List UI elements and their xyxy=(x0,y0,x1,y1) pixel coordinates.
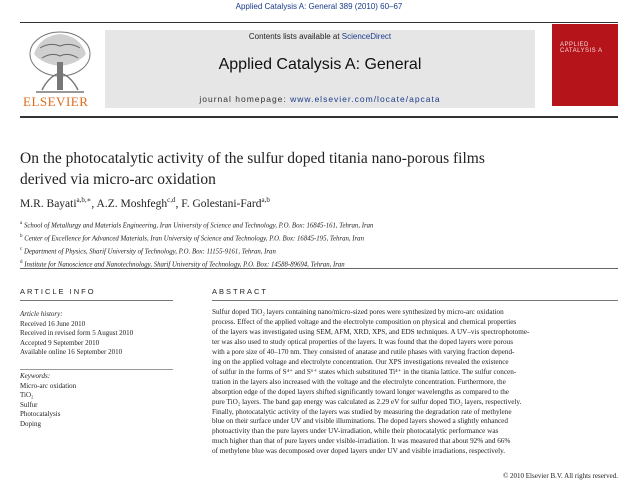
history-item: Received 16 June 2010 xyxy=(20,319,86,328)
keywords-rule xyxy=(20,369,173,370)
abstract-line: ter was also used to study optical properties of the layers. It was found that the doped layers were porous xyxy=(212,337,513,346)
copyright-notice: © 2010 Elsevier B.V. All rights reserved. xyxy=(502,472,618,480)
history-item: Received in revised form 5 August 2010 xyxy=(20,329,134,338)
abstract-line: much higher than that of pure layers under visible-irradiation. It was measured that about 92% and 66% xyxy=(212,437,511,446)
header-rule xyxy=(20,116,618,118)
author-list: M.R. Bayati$^{a,b,∗}$, A.Z. Moshfegh$^{c,d}$, F. Golestani-Fard$^{a,b}$ xyxy=(20,196,270,210)
top-rule xyxy=(20,22,618,23)
affiliation-list xyxy=(20,219,620,270)
abstract-line: absorption edge of the doped layers shifted significantly toward longer wavelengths as compared to the xyxy=(212,387,509,396)
contents-prefix: Contents lists available at xyxy=(248,32,342,41)
author-name[interactable]: F. Golestani-Fard xyxy=(181,197,262,210)
title-line-1: On the photocatalytic activity of the sulfur doped titania nano-porous films xyxy=(20,150,485,167)
homepage-prefix: journal homepage: xyxy=(199,94,291,104)
abstract-line: blue on their surface under UV and visible illuminations. The doped layers showed a slightly enhanced xyxy=(212,417,508,426)
history-item: Available online 16 September 2010 xyxy=(20,348,123,357)
abstract-line: Sulfur doped TiO₂ layers containing nano/micro-sized pores were synthesized by micro-arc oxidation xyxy=(212,308,504,316)
abstract-line: of sulfur in the forms of S⁴⁺ and S⁶⁺ states which substituted Ti⁴⁺ in the titania lattice. The sulfur concen- xyxy=(212,367,517,376)
abstract-line: of methylene blue was decomposed over doped layers under UV and visible irradiations, respectively. xyxy=(212,447,506,456)
keywords xyxy=(20,372,180,430)
author-name[interactable]: A.Z. Moshfegh xyxy=(96,197,168,210)
author-affil-marker[interactable]: c,d xyxy=(167,196,176,204)
abstract-line: pure TiO₂ layers. The band gap energy was calculated as 2.29 eV for sulfur doped TiO₂ layers, respectively. xyxy=(212,397,522,406)
author-affil-marker[interactable]: a,b,∗ xyxy=(76,196,92,204)
journal-reference[interactable]: Applied Catalysis A: General 389 (2010) 60–67 xyxy=(235,2,403,11)
author-name[interactable]: M.R. Bayati xyxy=(20,197,77,210)
abstract-rule xyxy=(212,300,618,301)
keyword: Sulfur xyxy=(20,400,38,409)
article-title xyxy=(20,148,620,190)
keyword: Doping xyxy=(20,419,41,428)
abstract-heading: ABSTRACT xyxy=(212,287,269,296)
journal-cover-thumbnail[interactable] xyxy=(552,24,618,106)
journal-homepage xyxy=(105,94,535,104)
contents-line xyxy=(105,32,535,41)
sciencedirect-link[interactable]: ScienceDirect xyxy=(341,32,392,41)
abstract-line: of the layers was investigated using SEM, AFM, XRD, XPS, and EDS techniques. A UV–vis spectrophotome- xyxy=(212,327,530,336)
abstract-line: Finally, photocatalytic activity of the layers was studied by measuring the degradation rate of methylene xyxy=(212,407,512,416)
abstract-body xyxy=(212,308,618,457)
keyword: TiO₂ xyxy=(20,391,34,400)
article-history xyxy=(20,310,180,358)
history-item: Accepted 9 September 2010 xyxy=(20,338,100,347)
affiliation: $^d$ Institute for Nanoscience and Nanotechnology, Sharif University of Technology, P.O. Box: 14588-89694, Tehran, Iran xyxy=(20,259,345,268)
publisher-name: ELSEVIER xyxy=(23,94,89,109)
affiliation-rule xyxy=(20,268,618,269)
title-line-2: derived via micro-arc oxidation xyxy=(20,171,216,188)
affiliation: $^c$ Department of Physics, Sharif University of Technology, P.O. Box: 11155-9161, Tehran, Iran xyxy=(20,246,276,255)
abstract-line: process. Effect of the applied voltage and the electrolyte composition on physical and chemical properties xyxy=(212,317,517,326)
author-affil-marker[interactable]: a,b xyxy=(261,196,270,204)
keyword: Micro-arc oxidation xyxy=(20,381,77,390)
abstract-line: ing on the applied voltage and electrolyte concentration. Our XPS investigations revealed the existence xyxy=(212,357,509,366)
article-info-rule xyxy=(20,300,173,301)
abstract-line: with a pore size of 40–170 nm. They consisted of anatase and rutile phases with varying fraction depend- xyxy=(212,347,515,356)
keywords-label: Keywords: xyxy=(20,372,51,380)
abstract-line: photoactivity than the pure layers under UV-irradiation, while their photocatalytic performance was xyxy=(212,427,499,436)
homepage-link[interactable]: www.elsevier.com/locate/apcata xyxy=(290,94,441,104)
abstract-line: tration in the layers also increased with the voltage and the electrolyte concentration. Furthermore, the xyxy=(212,377,506,386)
article-info-heading: ARTICLE INFO xyxy=(20,287,96,296)
history-label: Article history: xyxy=(20,310,63,318)
affiliation: $^a$ School of Metallurgy and Materials Engineering, Iran University of Science and Technology, P.O. Box: 16845-161, Tehran, Iran xyxy=(20,221,374,230)
journal-title: Applied Catalysis A: General xyxy=(218,56,422,73)
cover-title: APPLIED CATALYSIS A xyxy=(560,42,603,54)
keyword: Photocatalysis xyxy=(20,410,61,419)
affiliation: $^b$ Center of Excellence for Advanced Materials, Iran University of Science and Technology, P.O. Box: 16845-195, Tehran, Iran xyxy=(20,233,364,243)
